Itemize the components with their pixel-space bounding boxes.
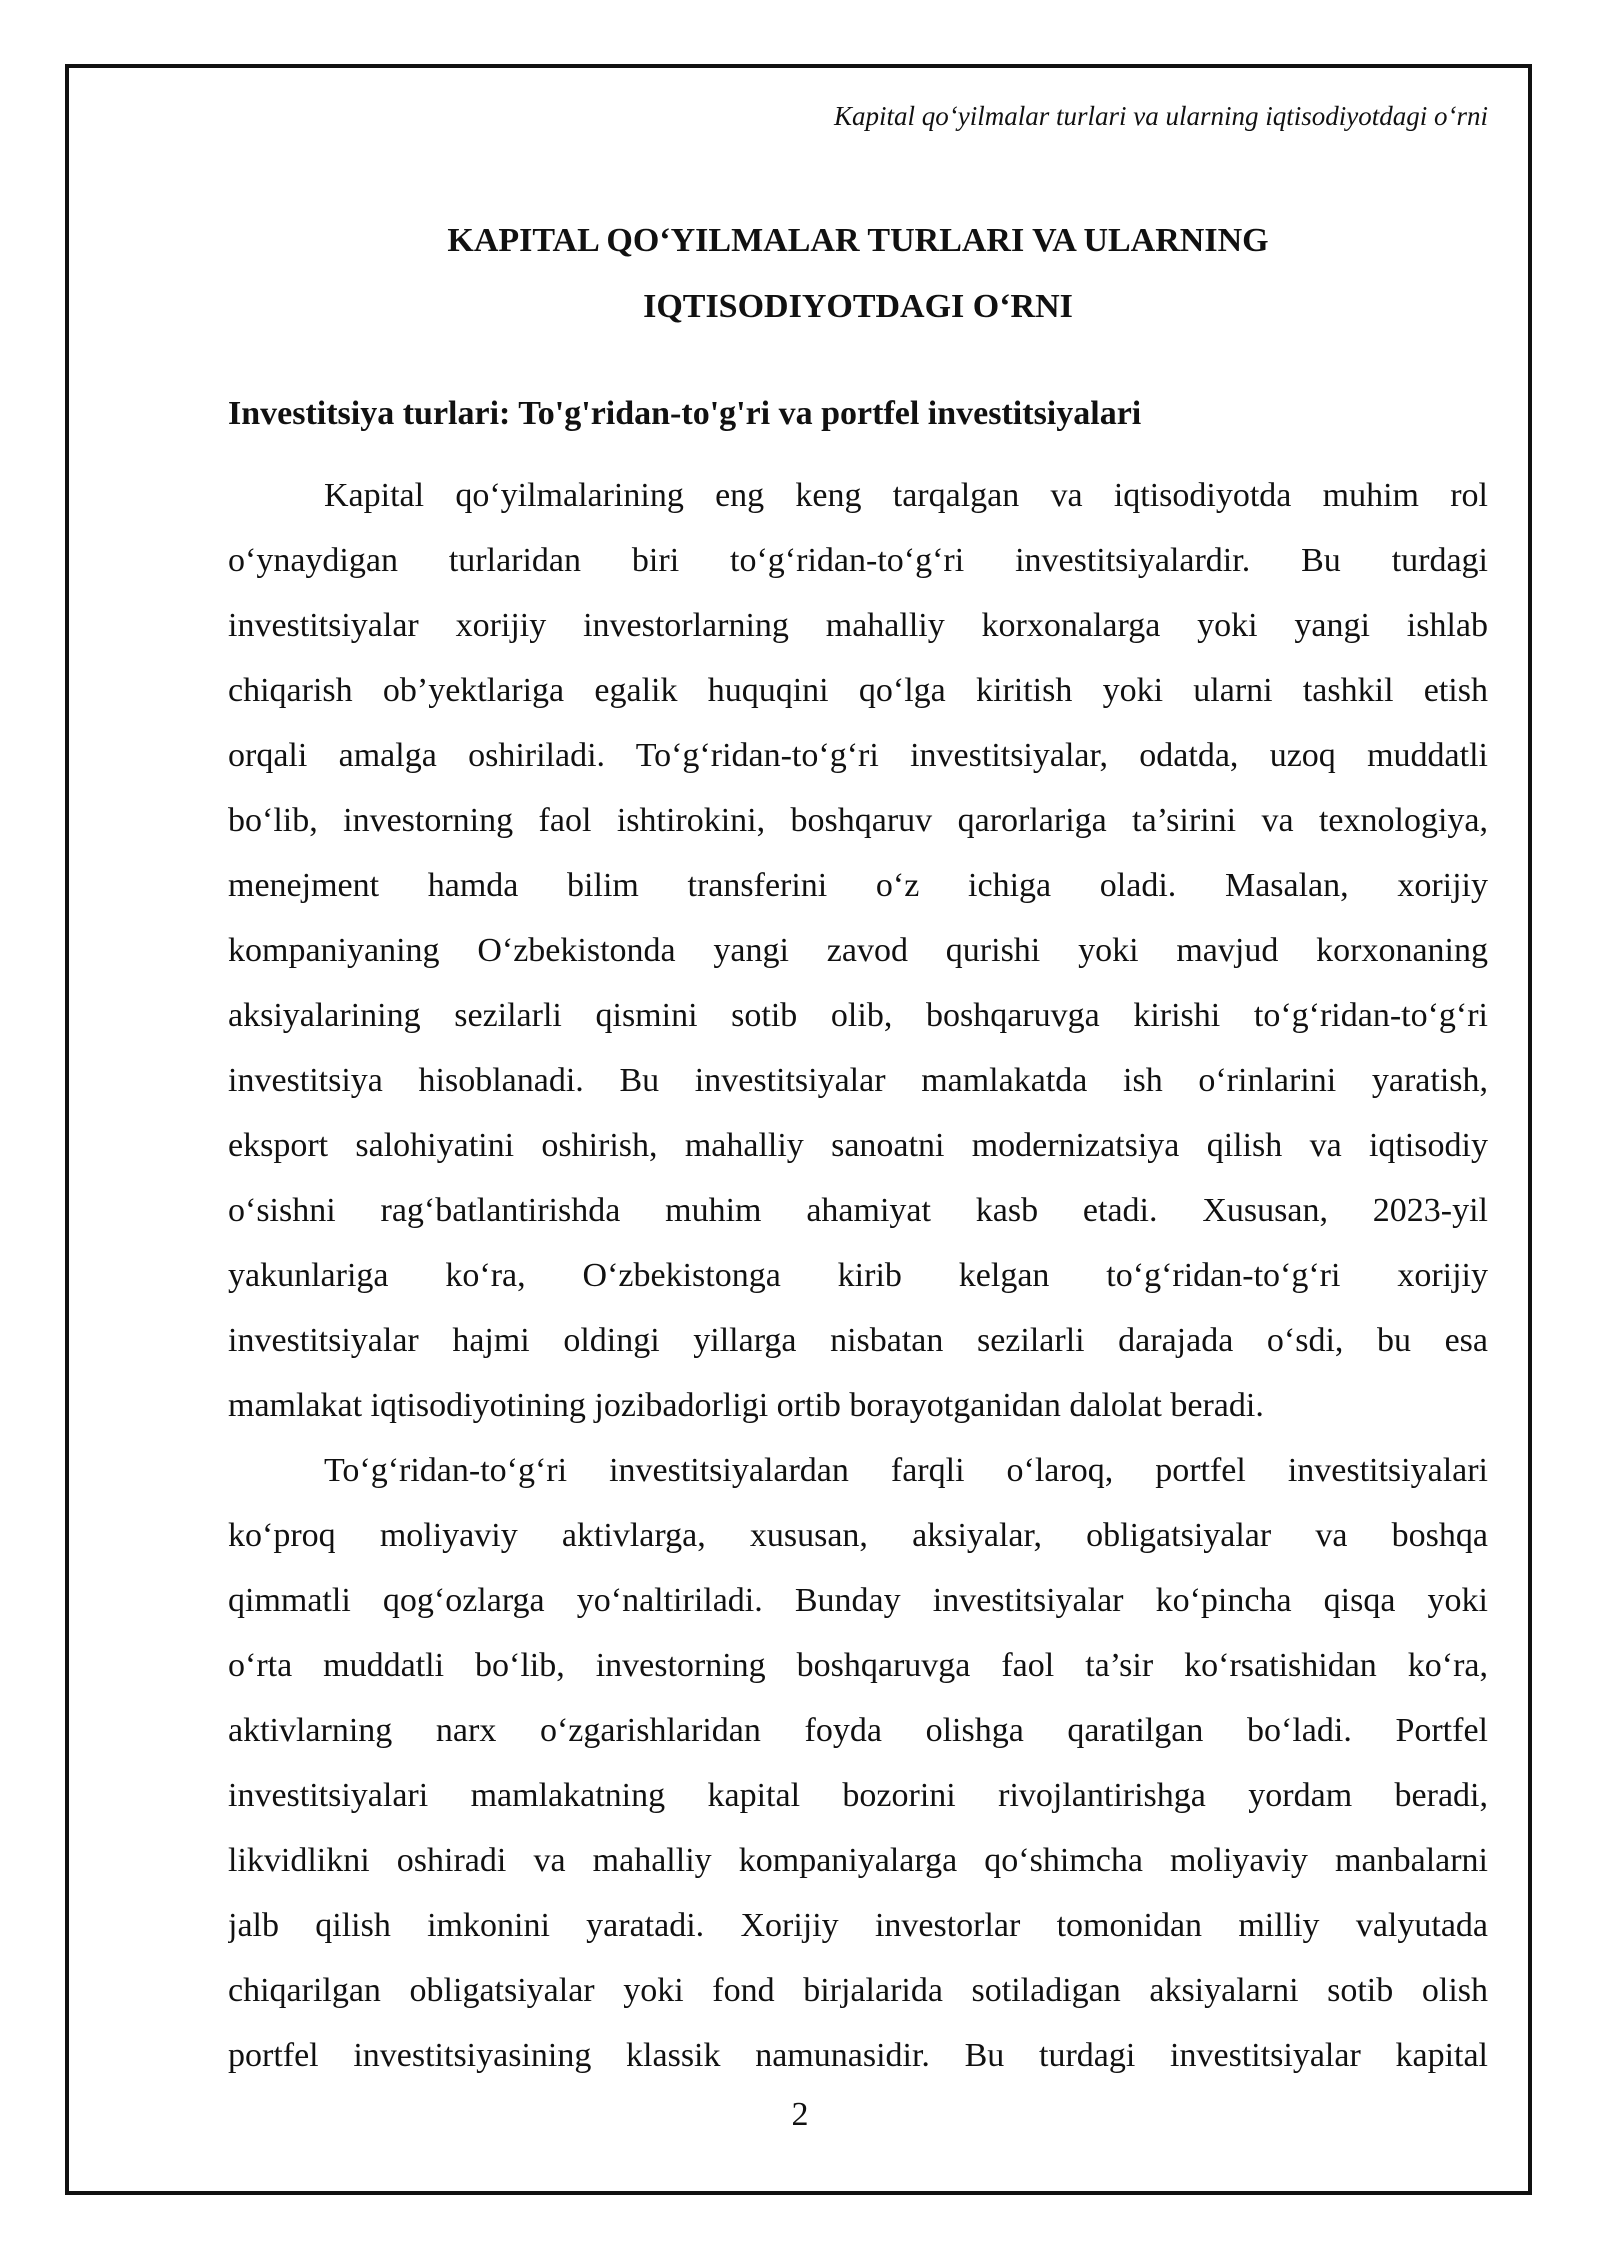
paragraph-1-line: yakunlariga ko‘ra, O‘zbekistonga kirib kelgan to‘g‘ridan-to‘g‘ri xorijiy <box>228 1257 1488 1294</box>
paragraph-1-line: bo‘lib, investorning faol ishtirokini, boshqaruv qarorlariga ta’sirini va texnologiya, <box>228 802 1488 839</box>
paragraph-2-line: investitsiyalari mamlakatning kapital bozorini rivojlantirishga yordam beradi, <box>228 1777 1488 1814</box>
paragraph-1-line: menejment hamda bilim transferini o‘z ichiga oladi. Masalan, xorijiy <box>228 867 1488 904</box>
document-title <box>228 208 1488 340</box>
paragraph-1-line: kompaniyaning O‘zbekistonda yangi zavod qurishi yoki mavjud korxonaning <box>228 932 1488 969</box>
paragraph-1-line: o‘ynaydigan turlaridan biri to‘g‘ridan-to‘g‘ri investitsiyalardir. Bu turdagi <box>228 542 1488 579</box>
paragraph-2-line: chiqarilgan obligatsiyalar yoki fond birjalarida sotiladigan aksiyalarni sotib olish <box>228 1972 1488 2009</box>
paragraph-2-line: portfel investitsiyasining klassik namunasidir. Bu turdagi investitsiyalar kapital <box>228 2037 1488 2074</box>
section-heading: Investitsiya turlari: To'g'ridan-to'g'ri va portfel investitsiyalari <box>228 395 1142 432</box>
paragraph-1-line: investitsiya hisoblanadi. Bu investitsiyalar mamlakatda ish o‘rinlarini yaratish, <box>228 1062 1488 1099</box>
paragraph-1-line: o‘sishni rag‘batlantirishda muhim ahamiyat kasb etadi. Xususan, 2023-yil <box>228 1192 1488 1229</box>
title-line: IQTISODIYOTDAGI O‘RNI <box>643 288 1073 325</box>
paragraph-1-line: mamlakat iqtisodiyotining jozibadorligi ortib borayotganidan dalolat beradi. <box>228 1387 1264 1424</box>
title-line: KAPITAL QO‘YILMALAR TURLARI VA ULARNING <box>447 222 1269 259</box>
paragraph-1-line: investitsiyalar xorijiy investorlarning mahalliy korxonalarga yoki yangi ishlab <box>228 607 1488 644</box>
running-header: Kapital qo‘yilmalar turlari va ularning iqtisodiyotdagi o‘rni <box>833 101 1488 131</box>
paragraph-1-line: eksport salohiyatini oshirish, mahalliy sanoatni modernizatsiya qilish va iqtisodiy <box>228 1127 1488 1164</box>
body-text <box>228 463 1488 2088</box>
paragraph-1-line: chiqarish ob’yektlariga egalik huquqini qo‘lga kiritish yoki ularni tashkil etish <box>228 672 1488 709</box>
paragraph-2-line: jalb qilish imkonini yaratadi. Xorijiy investorlar tomonidan milliy valyutada <box>228 1907 1488 1944</box>
paragraph-2-line: qimmatli qog‘ozlarga yo‘naltiriladi. Bunday investitsiyalar ko‘pincha qisqa yoki <box>228 1582 1488 1619</box>
paragraph-2-line: aktivlarning narx o‘zgarishlaridan foyda olishga qaratilgan bo‘ladi. Portfel <box>228 1712 1488 1749</box>
paragraph-2-line: To‘g‘ridan-to‘g‘ri investitsiyalardan farqli o‘laroq, portfel investitsiyalari <box>324 1452 1488 1489</box>
paragraph-1-line: orqali amalga oshiriladi. To‘g‘ridan-to‘g‘ri investitsiyalar, odatda, uzoq muddatli <box>228 737 1488 774</box>
paragraph-2-line: likvidlikni oshiradi va mahalliy kompaniyalarga qo‘shimcha moliyaviy manbalarni <box>228 1842 1488 1879</box>
page-number: 2 <box>791 2096 809 2133</box>
paragraph-2-line: ko‘proq moliyaviy aktivlarga, xususan, aksiyalar, obligatsiyalar va boshqa <box>228 1517 1488 1554</box>
paragraph-1-line: aksiyalarining sezilarli qismini sotib olib, boshqaruvga kirishi to‘g‘ridan-to‘g‘ri <box>228 997 1488 1034</box>
paragraph-2-line: o‘rta muddatli bo‘lib, investorning boshqaruvga faol ta’sir ko‘rsatishidan ko‘ra, <box>228 1647 1488 1684</box>
paragraph-1-line: Kapital qo‘yilmalarining eng keng tarqalgan va iqtisodiyotda muhim rol <box>324 477 1488 514</box>
paragraph-1-line: investitsiyalar hajmi oldingi yillarga nisbatan sezilarli darajada o‘sdi, bu esa <box>228 1322 1488 1359</box>
